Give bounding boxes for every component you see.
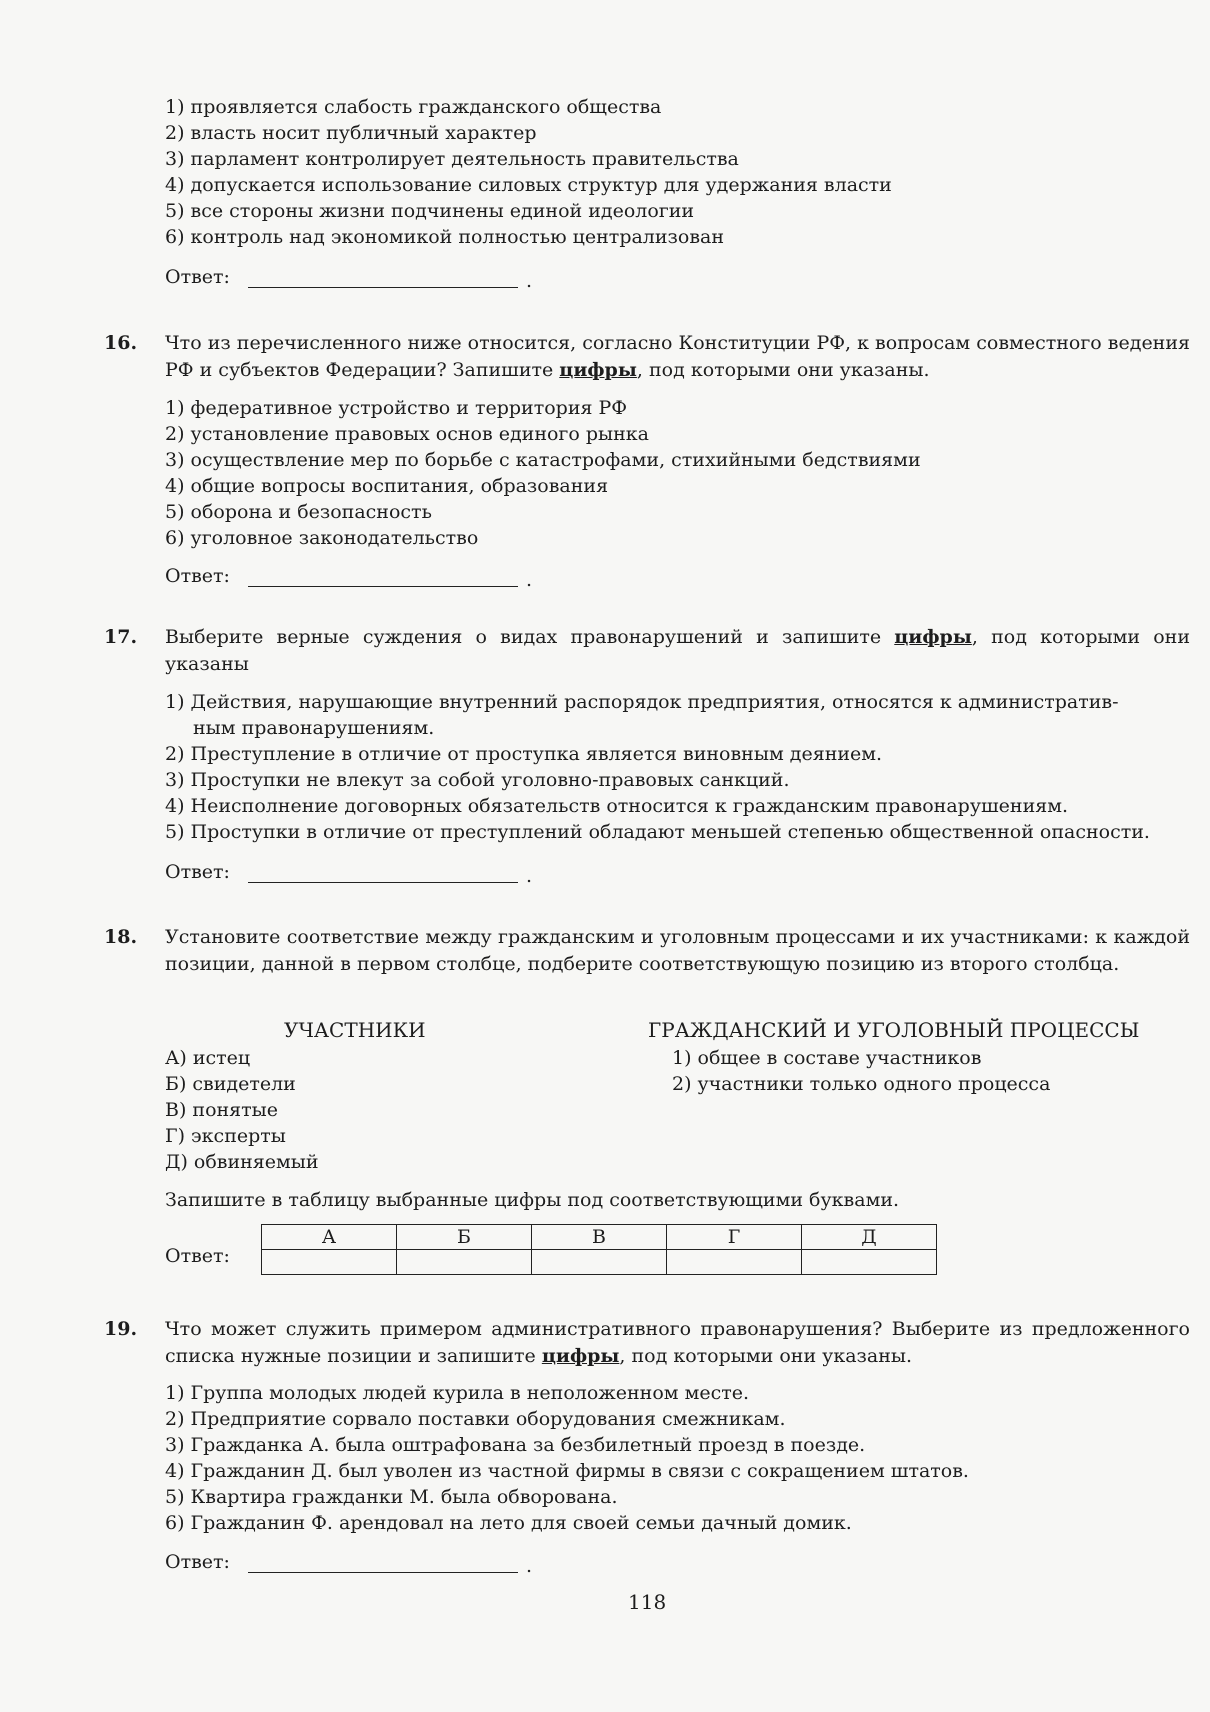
table-header-cell: В [532,1225,667,1250]
answer-table [261,1224,937,1275]
q17-option: 3) Проступки не влекут за собой уголовно-правовых санкций. [165,769,790,791]
question-number: 18. [104,926,138,948]
q17-option: 1) Действия, нарушающие внутренний распорядок предприятия, относятся к административ- [165,691,1119,713]
participant-item: Д) обвиняемый [165,1151,319,1173]
right-column-header: ГРАЖДАНСКИЙ И УГОЛОВНЫЙ ПРОЦЕССЫ [648,1018,1140,1042]
answer-cell[interactable] [262,1250,397,1275]
answer-line[interactable] [248,287,518,288]
q15-option: 5) все стороны жизни подчинены единой идеологии [165,200,695,222]
answer-dot: . [526,1555,533,1577]
answer-cell[interactable] [532,1250,667,1275]
emphasis-digits: цифры [559,359,637,381]
q15-option: 2) власть носит публичный характер [165,122,537,144]
process-item: 1) общее в составе участников [672,1047,982,1069]
question-number: 19. [104,1318,138,1340]
answer-dot: . [526,270,533,292]
participant-item: Б) свидетели [165,1073,296,1095]
question-number: 16. [104,332,138,354]
q15-option: 1) проявляется слабость гражданского общества [165,96,662,118]
answer-label: Ответ: [165,1245,230,1267]
q15-option: 6) контроль над экономикой полностью централизован [165,226,725,248]
q19-option: 3) Гражданка А. была оштрафована за безбилетный проезд в поезде. [165,1434,866,1456]
question-text: Установите соответствие между гражданским и уголовным процессами и их участниками: к каждой позиции, данной в первом столбце, подберите соответствующую позицию из второго столбца. [165,926,1190,975]
answer-label: Ответ: [165,861,230,883]
answer-cell[interactable] [667,1250,802,1275]
table-header-cell: Д [802,1225,937,1250]
q17-option-cont: ным правонарушениям. [193,717,435,739]
participant-item: А) истец [165,1047,251,1069]
emphasis-digits: цифры [541,1345,620,1367]
participant-item: Г) эксперты [165,1125,286,1147]
q15-option: 3) парламент контролирует деятельность правительства [165,148,739,170]
answer-line[interactable] [248,1572,518,1573]
q19-option: 1) Группа молодых людей курила в неположенном месте. [165,1382,750,1404]
answer-dot: . [526,865,533,887]
q16-option: 6) уголовное законодательство [165,527,479,549]
question-text: Что из перечисленного ниже относится, согласно Конституции РФ, к вопросам совместного ведения РФ и субъектов Федерации? Запишите цифры, под которыми они указаны. [165,332,1190,381]
question-number: 17. [104,626,138,648]
answer-label: Ответ: [165,1551,230,1573]
table-header-cell: А [262,1225,397,1250]
q16-option: 4) общие вопросы воспитания, образования [165,475,609,497]
table-header-cell: Г [667,1225,802,1250]
q17-option: 4) Неисполнение договорных обязательств относится к гражданским правонарушениям. [165,795,1069,817]
question-text: Что может служить примером административного правонарушения? Выберите из предложенного списка нужные позиции и запишите цифры, под которыми они указаны. [165,1318,1190,1367]
q15-option: 4) допускается использование силовых структур для удержания власти [165,174,892,196]
q19-option: 6) Гражданин Ф. арендовал на лето для своей семьи дачный домик. [165,1512,852,1534]
emphasis-digits: цифры [894,626,972,648]
question-text: Выберите верные суждения о видах правонарушений и запишите цифры, под которыми они указаны [165,626,1190,675]
q16-option: 3) осуществление мер по борьбе с катастрофами, стихийными бедствиями [165,449,921,471]
page-number: 118 [628,1590,667,1614]
participant-item: В) понятые [165,1099,279,1121]
answer-cell[interactable] [397,1250,532,1275]
answer-line[interactable] [248,586,518,587]
q17-option: 2) Преступление в отличие от проступка является виновным деянием. [165,743,883,765]
q16-option: 2) установление правовых основ единого рынка [165,423,649,445]
table-header-cell: Б [397,1225,532,1250]
q19-option: 5) Квартира гражданки М. была обворована. [165,1486,618,1508]
q16-option: 5) оборона и безопасность [165,501,432,523]
answer-line[interactable] [248,882,518,883]
answer-label: Ответ: [165,266,230,288]
q19-option: 2) Предприятие сорвало поставки оборудования смежникам. [165,1408,786,1430]
table-instruction: Запишите в таблицу выбранные цифры под соответствующими буквами. [165,1189,900,1211]
answer-label: Ответ: [165,565,230,587]
q16-option: 1) федеративное устройство и территория РФ [165,397,628,419]
answer-dot: . [526,569,533,591]
process-item: 2) участники только одного процесса [672,1073,1051,1095]
left-column-header: УЧАСТНИКИ [284,1018,426,1042]
answer-cell[interactable] [802,1250,937,1275]
q17-option: 5) Проступки в отличие от преступлений обладают меньшей степенью общественной опасности. [165,821,1150,843]
q19-option: 4) Гражданин Д. был уволен из частной фирмы в связи с сокращением штатов. [165,1460,969,1482]
